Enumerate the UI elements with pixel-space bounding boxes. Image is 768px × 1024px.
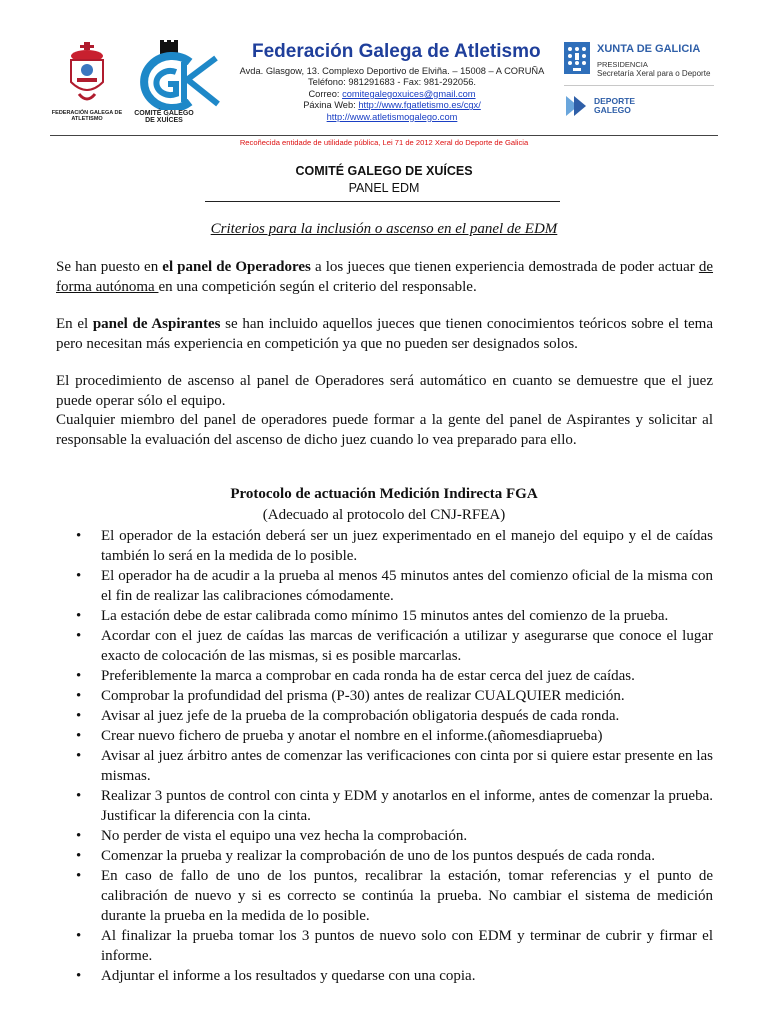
list-item: • Comprobar la profundidad del prisma (P-30) antes de realizar CUALQUIER medición.: [56, 686, 713, 706]
p2-part-c: se han incluido aquellos jueces que tienen conocimientos teóricos sobre el tema pero necesitan más experiencia en competición ya que no pueden ser designados solos.: [56, 316, 713, 352]
cgx-logo-caption: COMITÉ GALEGO DE XUÍCES: [134, 110, 194, 124]
list-item: • El operador de la estación deberá ser un juez experimentado en el manejo del equipo y el de caídas también lo será en la medida de lo posible.: [56, 526, 713, 566]
paragraph-aspirantes: [56, 314, 713, 354]
fga-logo-caption: FEDERACIÓN GALEGA DE ATLETISMO: [51, 110, 123, 122]
xunta-crest-icon: [564, 42, 590, 74]
web-link-cgx[interactable]: http://www.fgatletismo.es/cgx/: [358, 100, 481, 111]
cgx-logo: [128, 40, 223, 124]
xunta-name: XUNTA DE GALICIA: [597, 43, 701, 55]
panel-title: PANEL EDM: [348, 181, 420, 195]
criteria-heading: [0, 221, 768, 238]
list-item: • Realizar 3 puntos de control con cinta y EDM y anotarlos en el informe, antes de comenzar la prueba. Justificar la diferencia con la cinta.: [56, 786, 713, 826]
header-divider: [50, 135, 718, 136]
list-item: • Crear nuevo fichero de prueba y anotar el nombre en el informe.(añomesdiaprueba): [56, 726, 713, 746]
p2-bold: panel de Aspirantes: [92, 316, 221, 332]
list-item: • La estación debe de estar calibrada como mínimo 15 minutos antes del comienzo de la prueba.: [56, 606, 713, 626]
paragraph-formacion: Cualquier miembro del panel de operadores puede formar a la gente del panel de Aspirantes y solicitar al responsable la evaluación del ascenso de dicho juez cuando lo vea preparado para ello.: [56, 412, 713, 448]
paragraph-ascenso: El procedimiento de ascenso al panel de Operadores será automático en cuanto se demuestre que el juez puede operar sólo el equipo.: [56, 373, 713, 409]
recognition-notice: Recoñecida entidade de utilidade pública, Lei 71 de 2012 Xeral do Deporte de Galicia: [239, 138, 529, 147]
list-item: • Al finalizar la prueba tomar los 3 puntos de nuevo solo con EDM y terminar de cubrir y firmar el informe.: [56, 926, 713, 966]
p1-bold: el panel de Operadores: [162, 259, 311, 275]
deporte-line-1: DEPORTE: [594, 96, 636, 106]
list-item: • Acordar con el juez de caídas las marcas de verificación a utilizar y asegurarse que conoce el lugar exacto de colocación de las mismas, si es posible marcarlas.: [56, 626, 713, 666]
title-divider: [205, 201, 560, 202]
web-link-atletismo[interactable]: http://www.atletismogalego.com: [326, 111, 458, 122]
p1-underlined: de forma autónoma: [56, 259, 714, 295]
letterhead: [0, 0, 768, 160]
federation-name: Federación Galega de Atletismo: [252, 41, 541, 62]
xunta-presidencia: PRESIDENCIA: [597, 60, 648, 69]
address: Avda. Glasgow, 13. Complexo Deportivo de Elviña. – 15008 – A CORUÑA: [239, 66, 545, 76]
xunta-divider: [564, 85, 714, 86]
p1-part-e: en una competición según el criterio del responsable.: [158, 279, 477, 295]
xunta-secretaria: Secretaría Xeral para o Deporte: [597, 69, 711, 78]
list-item: • Adjuntar el informe a los resultados y quedarse con una copia.: [56, 966, 713, 986]
web-label: Páxina Web:: [303, 100, 356, 111]
phone-fax: Teléfono: 981291683 - Fax: 981-292056.: [308, 77, 476, 88]
list-item: • Preferiblemente la marca a comprobar en cada ronda ha de estar cerca del juez de caídas.: [56, 666, 713, 686]
federation-contact: [234, 66, 550, 123]
committee-title: COMITÉ GALEGO DE XUÍCES: [295, 164, 473, 178]
web-line-2: [234, 112, 550, 123]
email-line: [234, 89, 550, 100]
p1-part-a: Se han puesto en: [56, 259, 163, 275]
cgx-emblem-icon: [128, 40, 223, 110]
list-item: • No perder de vista el equipo una vez hecha la comprobación.: [56, 826, 713, 846]
fga-logo: [50, 42, 124, 122]
email-label: Correo:: [308, 88, 340, 99]
protocol-subtitle: (Adecuado al protocolo del CNJ-RFEA): [262, 507, 506, 523]
list-item: • En caso de fallo de uno de los puntos, recalibrar la estación, tomar referencias y el punto de calibración de nuevo y si es correcto se continúa la prueba. No cambiar el sistema de medición durante la prueba en la medida de lo posible.: [56, 866, 713, 926]
deporte-line-2: GALEGO: [594, 105, 631, 115]
list-item: • Comenzar la prueba y realizar la comprobación de uno de los puntos después de cada ronda.: [56, 846, 713, 866]
protocol-title: Protocolo de actuación Medición Indirecta FGA: [230, 486, 538, 502]
web-line: [234, 100, 550, 111]
protocol-list: [56, 526, 713, 986]
p1-part-c: a los jueces que tienen experiencia demostrada de poder actuar: [310, 259, 699, 275]
fga-crest-icon: [65, 42, 109, 108]
deporte-galego-text: [594, 97, 635, 115]
criteria-heading-text: Criterios para la inclusión o ascenso en el panel de EDM: [210, 221, 558, 237]
paragraph-operadores: [56, 257, 713, 297]
list-item: • Avisar al juez árbitro antes de comenzar las verificaciones con cinta por si quiere estar presente en las mismas.: [56, 746, 713, 786]
list-item: • El operador ha de acudir a la prueba al menos 45 minutos antes del comienzo oficial de la misma con el fin de realizar las calibraciones cómodamente.: [56, 566, 713, 606]
email-link[interactable]: comitegalegoxuices@gmail.com: [342, 88, 476, 99]
list-item: • Avisar al juez jefe de la prueba de la comprobación obligatoria después de cada ronda.: [56, 706, 713, 726]
deporte-galego-icon: [566, 96, 590, 121]
p2-part-a: En el: [56, 316, 93, 332]
